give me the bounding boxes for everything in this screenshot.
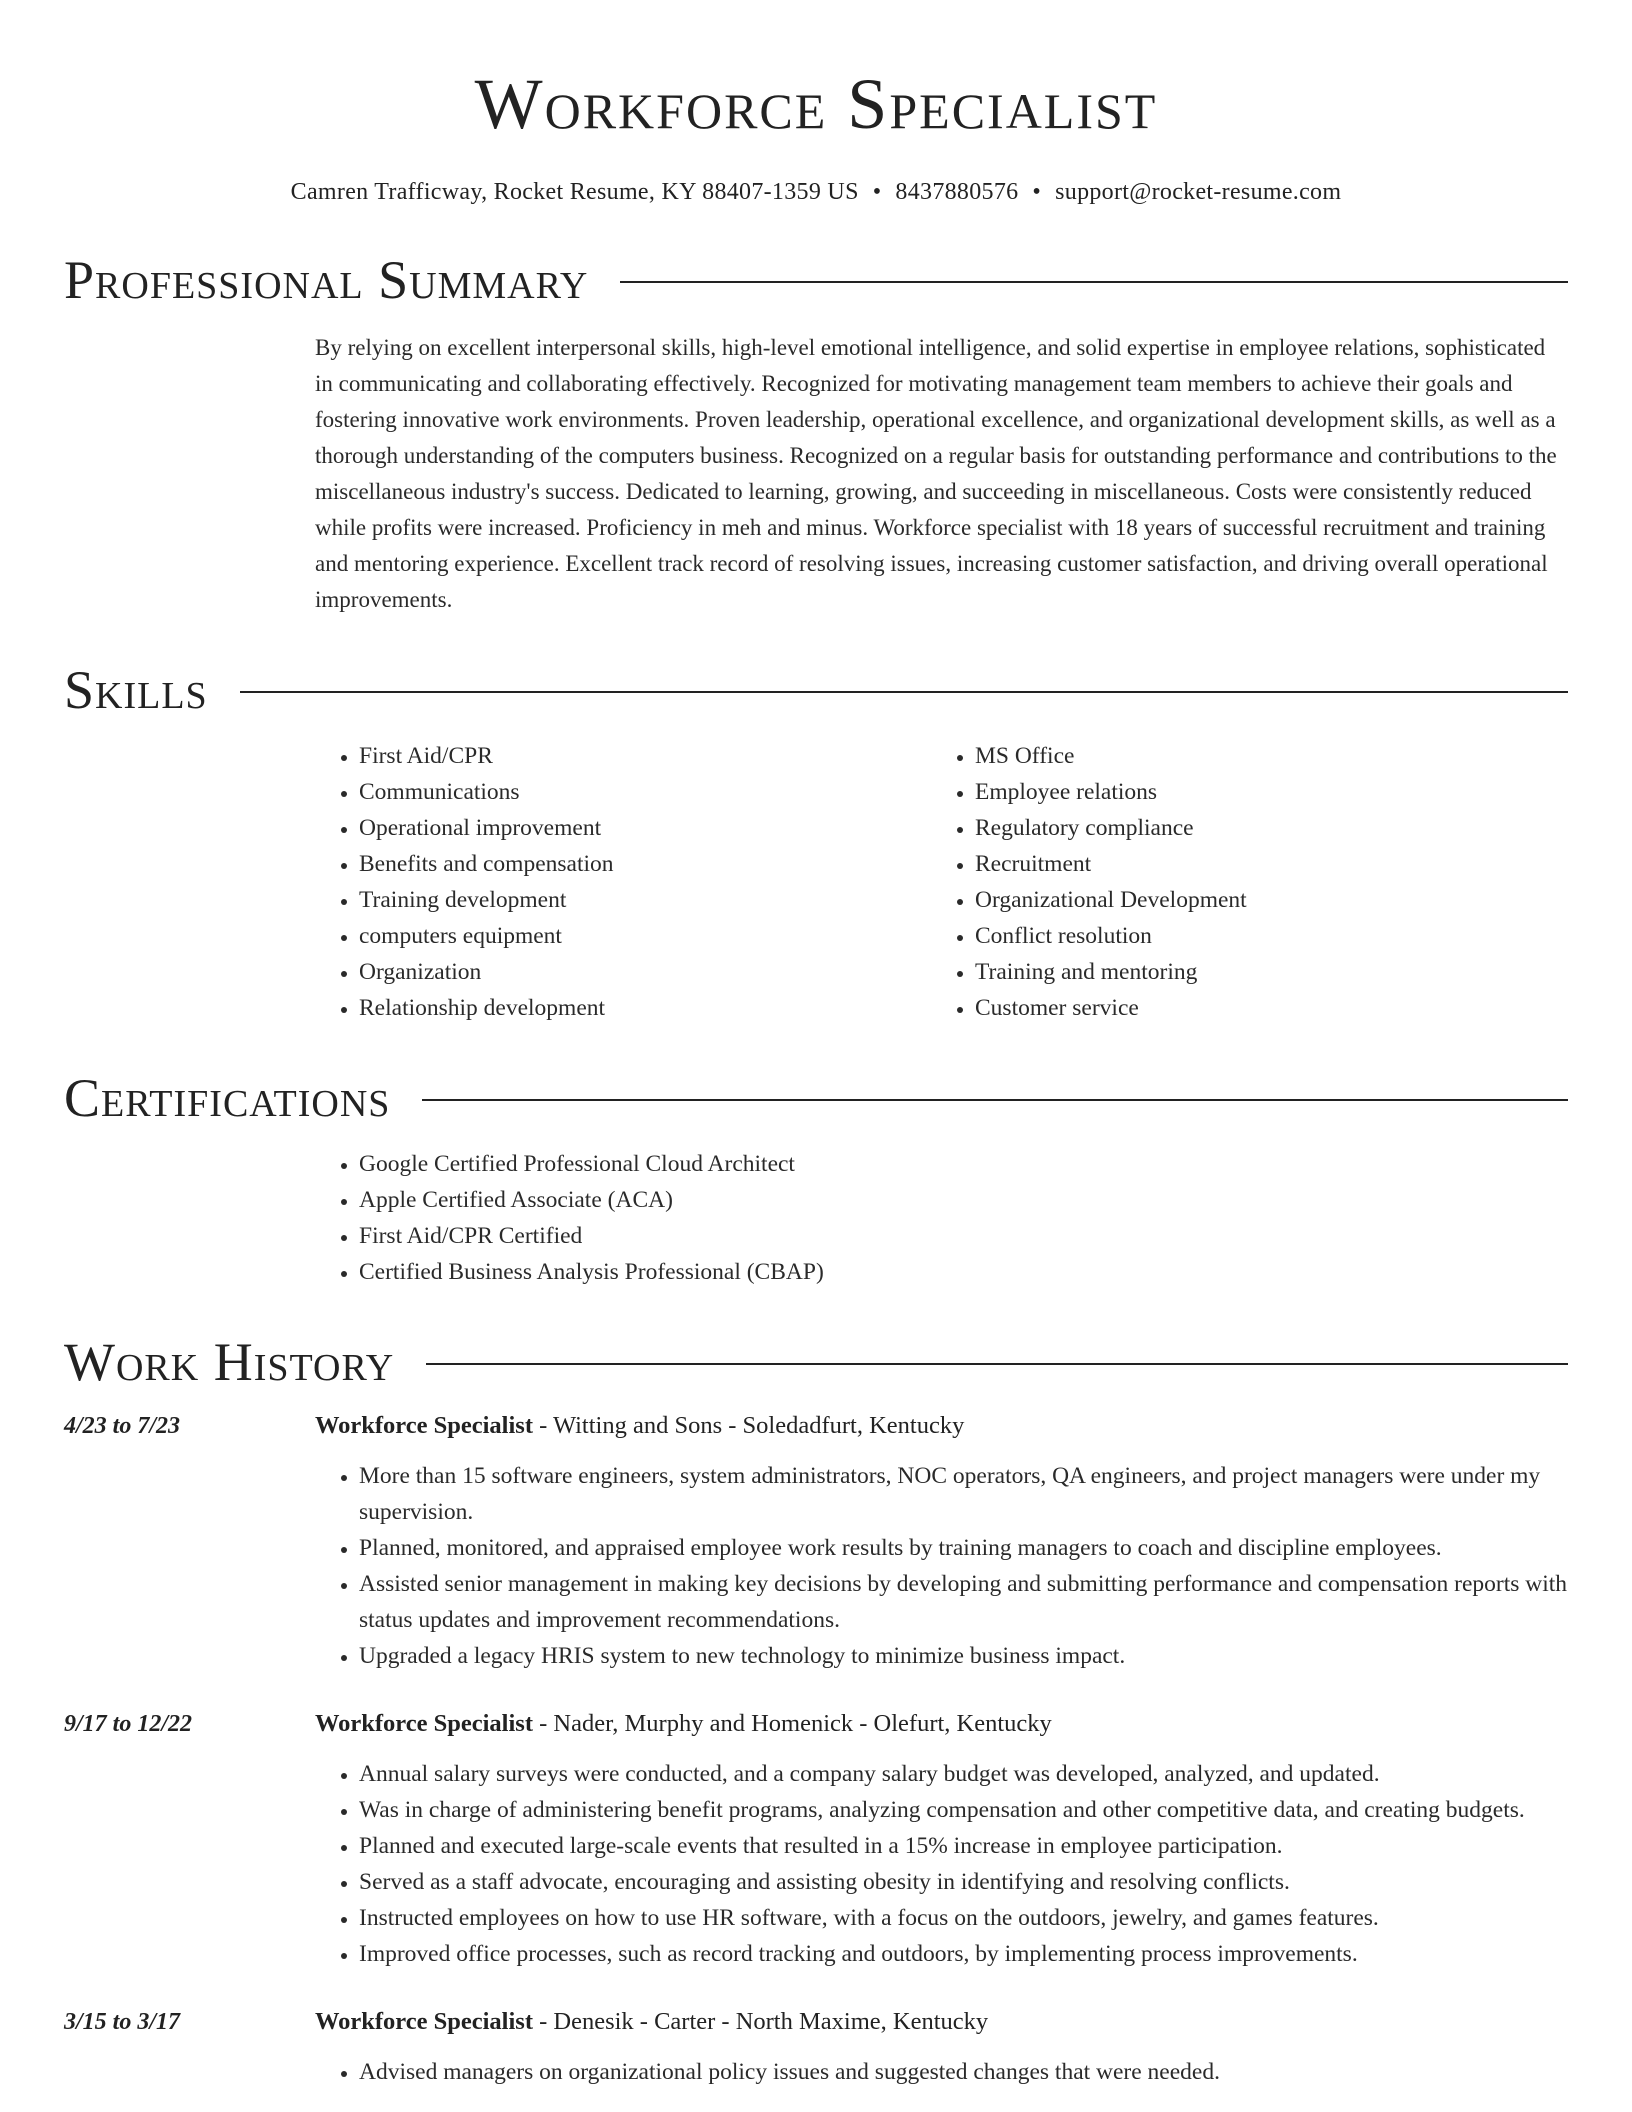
section-title-summary: Professional Summary (64, 250, 589, 310)
certification-item: • First Aid/CPR Certified (359, 1218, 1568, 1254)
job-dates: 3/15 to 3/17 (64, 2009, 181, 2035)
skill-item: • Recruitment (975, 846, 1547, 882)
job-body (315, 2004, 1568, 2090)
work-history-list (64, 1408, 1568, 2090)
certifications-list (315, 1146, 1568, 1290)
skill-item: • First Aid/CPR (359, 738, 931, 774)
job-bullet: • Served as a staff advocate, encouraging and assisting obesity in identifying and resolving conflicts. (359, 1864, 1568, 1900)
job-bullet: • Annual salary surveys were conducted, and a company salary budget was developed, analyzed, and updated. (359, 1756, 1568, 1792)
skills-list-left (315, 738, 931, 1026)
skill-item: • Operational improvement (359, 810, 931, 846)
skills-list-right (931, 738, 1547, 1026)
section-divider (426, 1363, 1568, 1365)
job-entry (64, 2004, 1568, 2090)
skills-column-right (931, 738, 1547, 1026)
section-title-work-history: Work History (64, 1332, 395, 1392)
skill-item: • Training development (359, 882, 931, 918)
skill-item: • Training and mentoring (975, 954, 1547, 990)
certifications-block (315, 1146, 1568, 1290)
contact-line (64, 176, 1568, 208)
job-bullet: • More than 15 software engineers, system administrators, NOC operators, QA engineers, and project managers were under my supervision. (359, 1458, 1568, 1530)
section-divider (240, 691, 1568, 693)
job-role: Workforce Specialist (315, 1710, 533, 1737)
skill-item: • Employee relations (975, 774, 1547, 810)
job-bullet: • Instructed employees on how to use HR software, with a focus on the outdoors, jewelry, and games features. (359, 1900, 1568, 1936)
job-entry (64, 1706, 1568, 1972)
section-title-skills: Skills (64, 660, 208, 720)
contact-address: Camren Trafficway, Rocket Resume, KY 88407-1359 US (290, 179, 859, 205)
skills-grid (315, 738, 1568, 1026)
job-bullet: • Assisted senior management in making key decisions by developing and submitting performance and compensation reports with status updates and improvement recommendations. (359, 1566, 1568, 1638)
job-company-location: - Nader, Murphy and Homenick - Olefurt, Kentucky (532, 1710, 1052, 1737)
skills-column-left (315, 738, 931, 1026)
section-title-certifications: Certifications (64, 1068, 391, 1128)
job-bullet: • Advised managers on organizational policy issues and suggested changes that were needed. (359, 2054, 1568, 2090)
job-company-location: - Witting and Sons - Soledadfurt, Kentucky (532, 1412, 965, 1439)
job-bullets (315, 2054, 1568, 2090)
job-bullet: • Was in charge of administering benefit programs, analyzing compensation and other competitive data, and creating budgets. (359, 1792, 1568, 1828)
section-header-certifications (64, 1066, 1568, 1130)
skill-item: • Customer service (975, 990, 1547, 1026)
skill-item: • computers equipment (359, 918, 931, 954)
job-bullets (315, 1756, 1568, 1972)
job-bullet: • Planned and executed large-scale events that resulted in a 15% increase in employee participation. (359, 1828, 1568, 1864)
section-header-skills (64, 658, 1568, 722)
job-title-line (315, 1706, 1568, 1742)
contact-email: support@rocket-resume.com (1055, 179, 1342, 205)
job-bullets (315, 1458, 1568, 1674)
job-dates: 9/17 to 12/22 (64, 1711, 193, 1737)
section-divider (422, 1099, 1568, 1101)
skill-item: • MS Office (975, 738, 1547, 774)
skill-item: • Communications (359, 774, 931, 810)
job-body (315, 1408, 1568, 1674)
skill-item: • Organizational Development (975, 882, 1547, 918)
job-bullet: • Upgraded a legacy HRIS system to new technology to minimize business impact. (359, 1638, 1568, 1674)
skill-item: • Conflict resolution (975, 918, 1547, 954)
summary-text: By relying on excellent interpersonal skills, high-level emotional intelligence, and solid expertise in employee relations, sophisticated in communicating and collaborating effectively. Recognized for motivating management team members to achieve their goals and fostering innovative work environments. Proven leadership, operational excellence, and organizational development skills, as well as a thorough understanding of the computers business. Recognized on a regular basis for outstanding performance and contributions to the miscellaneous industry's success. Dedicated to learning, growing, and succeeding in miscellaneous. Costs were consistently reduced while profits were increased. Proficiency in meh and minus. Workforce specialist with 18 years of successful recruitment and training and mentoring experience. Excellent track record of resolving issues, increasing customer satisfaction, and driving overall operational improvements. (315, 335, 1557, 612)
job-role: Workforce Specialist (315, 1412, 533, 1439)
skill-item: • Organization (359, 954, 931, 990)
skill-item: • Relationship development (359, 990, 931, 1026)
job-body (315, 1706, 1568, 1972)
contact-phone: 8437880576 (895, 179, 1019, 205)
contact-separator: • (872, 179, 882, 205)
job-entry (64, 1408, 1568, 1674)
job-bullet: • Improved office processes, such as record tracking and outdoors, by implementing process improvements. (359, 1936, 1568, 1972)
job-company-location: - Denesik - Carter - North Maxime, Kentucky (532, 2008, 989, 2035)
section-header-work-history (64, 1330, 1568, 1394)
skill-item: • Benefits and compensation (359, 846, 931, 882)
job-title-line (315, 2004, 1568, 2040)
job-bullet: • Planned, monitored, and appraised employee work results by training managers to coach and discipline employees. (359, 1530, 1568, 1566)
section-divider (620, 281, 1568, 283)
job-role: Workforce Specialist (315, 2008, 533, 2035)
job-dates: 4/23 to 7/23 (64, 1413, 181, 1439)
resume-name-title: Workforce Specialist (474, 64, 1158, 144)
certification-item: • Certified Business Analysis Professional (CBAP) (359, 1254, 1568, 1290)
skill-item: • Regulatory compliance (975, 810, 1547, 846)
certification-item: • Apple Certified Associate (ACA) (359, 1182, 1568, 1218)
contact-separator: • (1032, 179, 1042, 205)
resume-page (64, 0, 1568, 2090)
section-header-summary (64, 248, 1568, 312)
certification-item: • Google Certified Professional Cloud Architect (359, 1146, 1568, 1182)
job-title-line (315, 1408, 1568, 1444)
